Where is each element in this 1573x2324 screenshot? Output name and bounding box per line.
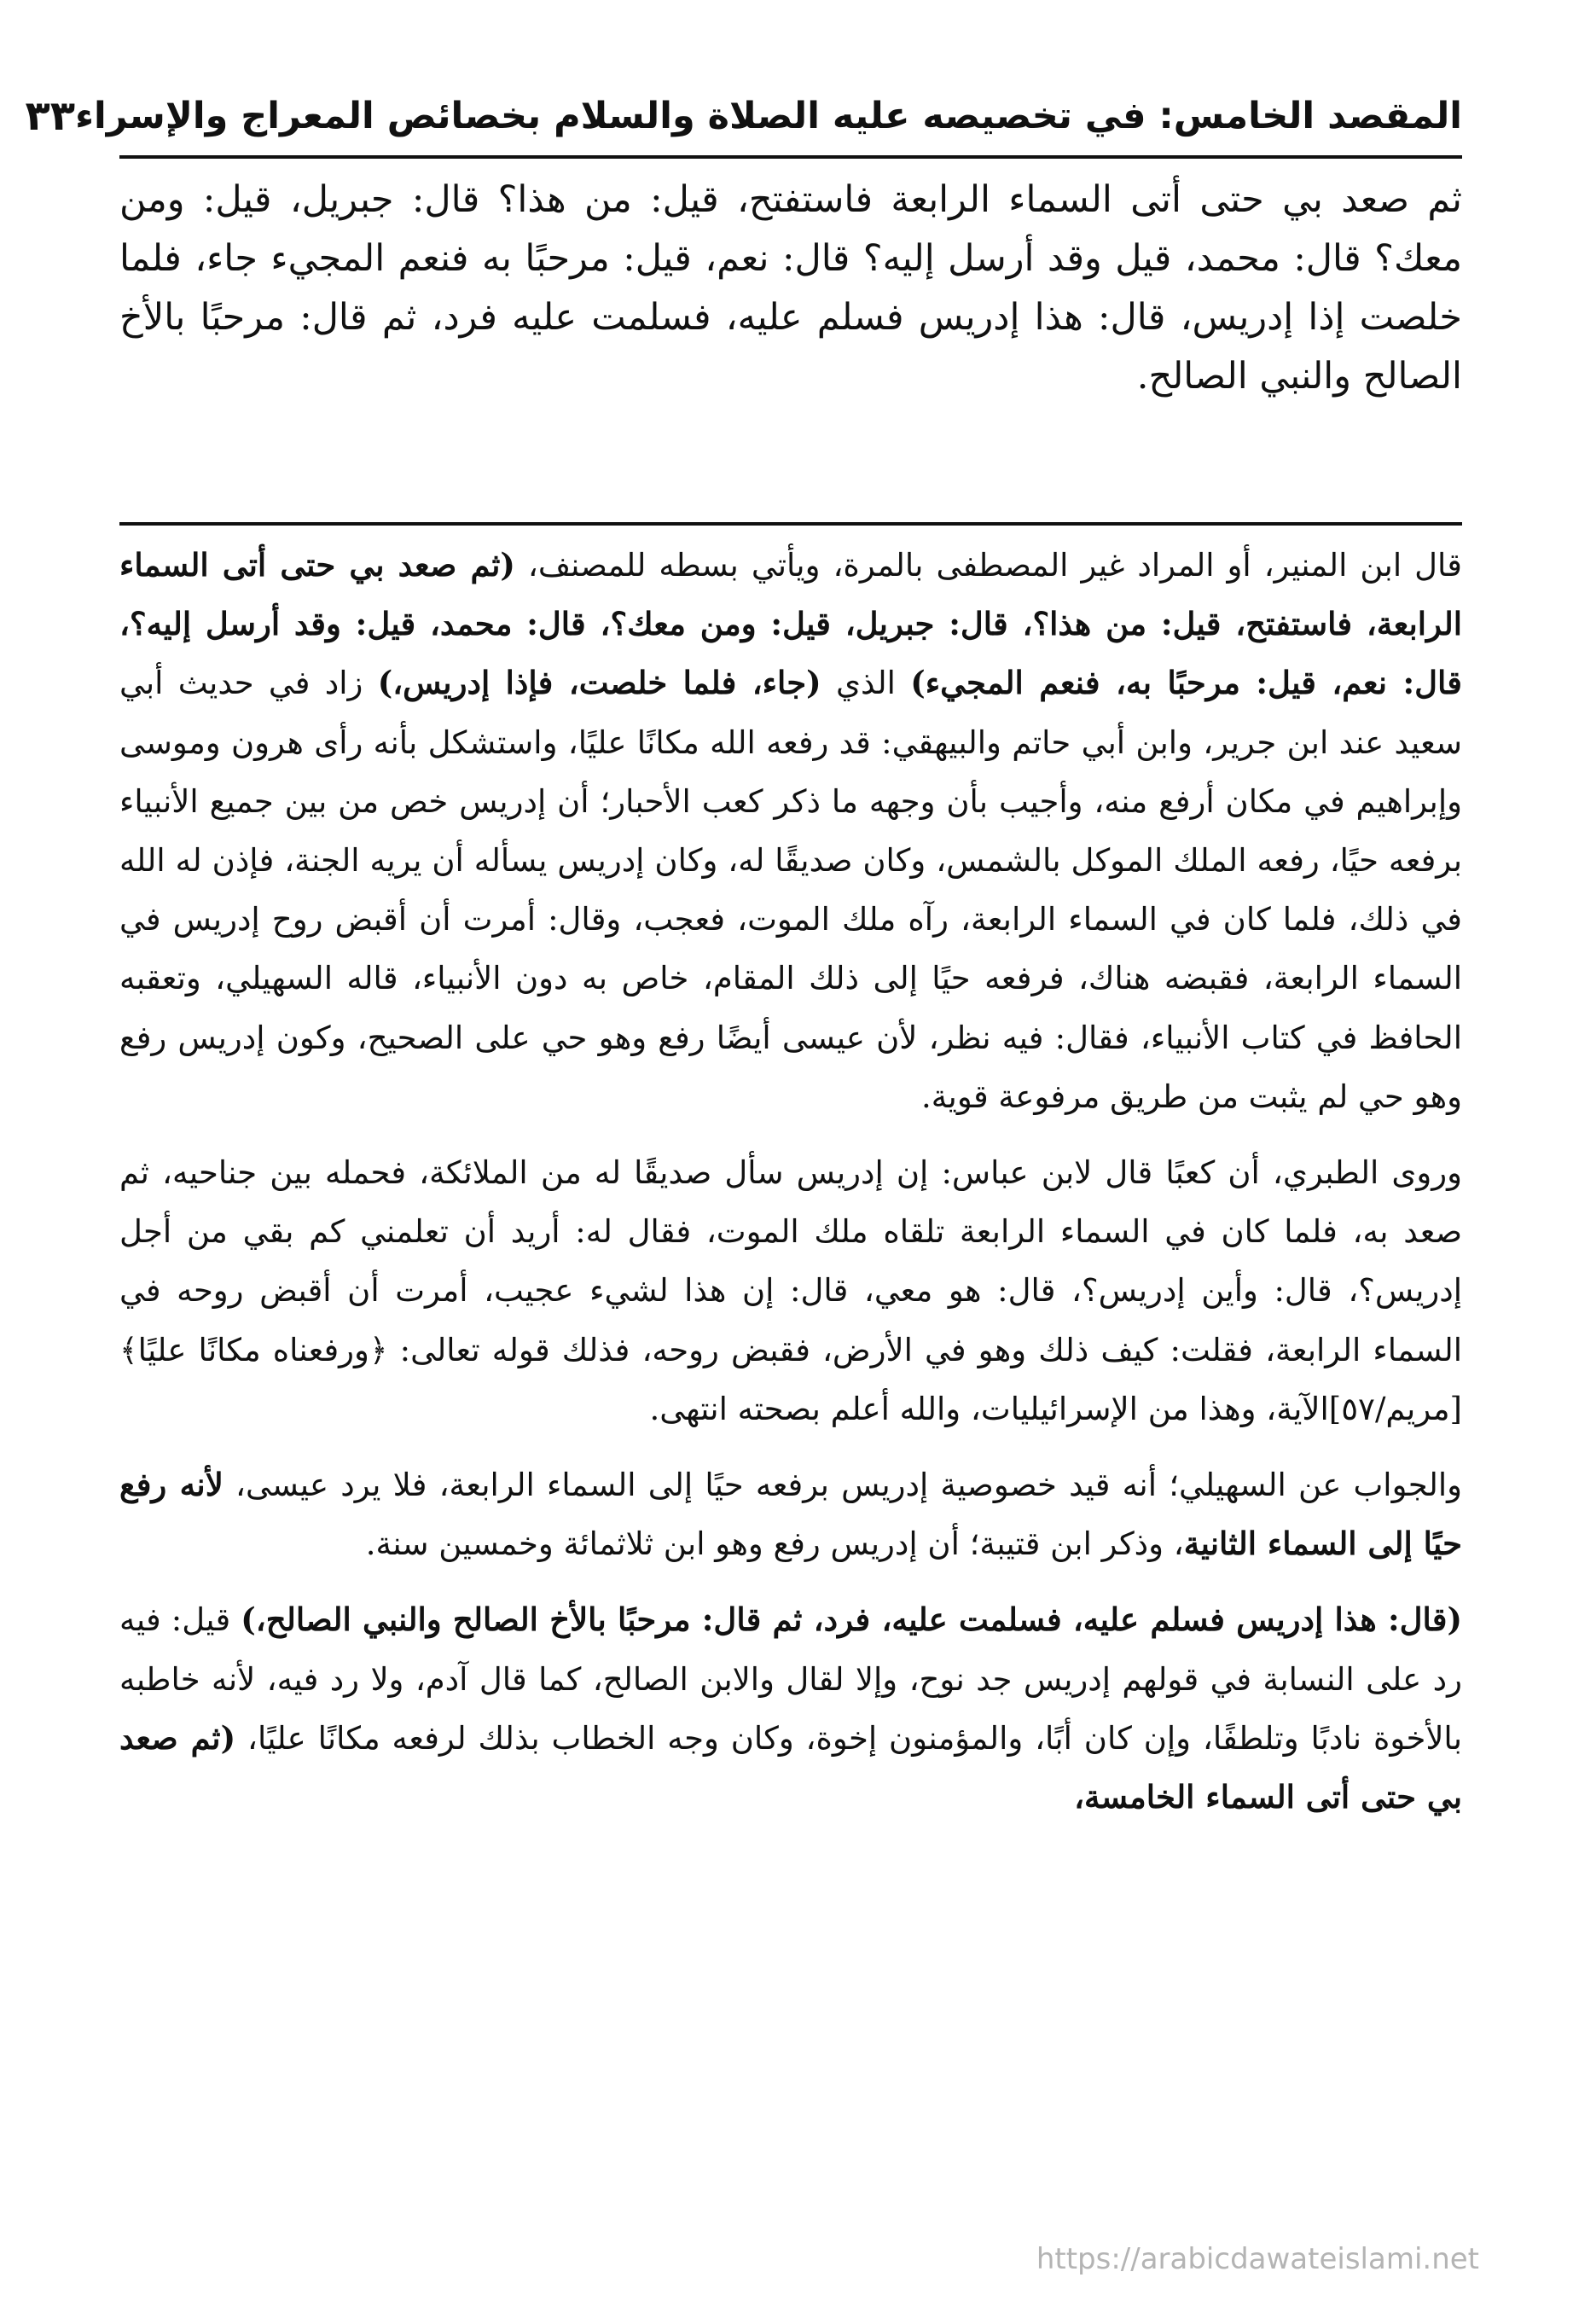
running-title: المقصد الخامس: في تخصيصه عليه الصلاة والسلام بخصائص المعراج والإسراء <box>75 95 1462 137</box>
emphasized-text: لأنه رفع حيًا إلى السماء الثانية <box>119 1466 1462 1563</box>
header-rule <box>119 155 1462 159</box>
quoted-matn: (ثم صعد بي حتى أتى السماء الرابعة، فاستفتح، قيل: من هذا؟، قال: جبريل، قيل: ومن معك؟، قال: محمد، قيل: وقد أرسل إليه؟، قال: نعم، قيل: مرحبًا به، فنعم المجيء) <box>119 546 1462 702</box>
commentary-paragraph-2: وروى الطبري، أن كعبًا قال لابن عباس: إن إدريس سأل صديقًا له من الملائكة، فحمله بين جناحيه، ثم صعد به، فلما كان في السماء الرابعة تلقاه ملك الموت، فقال له: أريد أن تعلمني كم بقي من أجل إدريس؟، قال: وأين إدريس؟، قال: هو معي، قال: إن هذا لشيء عجيب، أمرت أن أقبض روحه في السماء الرابعة، فقلت: كيف ذلك وهو في الأرض، فقبض روحه، فذلك قوله تعالى: ﴿ورفعناه مكانًا عليًا﴾ [مريم/٥٧]الآية، وهذا من الإسرائيليات، والله أعلم بصحته انتهى. <box>119 1154 1462 1427</box>
page-number: ٣٣ <box>25 92 76 140</box>
page-header <box>25 82 1462 150</box>
commentary-divider <box>119 522 1462 526</box>
commentary <box>119 536 1462 1844</box>
quoted-matn: (قال: هذا إدريس فسلم عليه، فسلمت عليه، فرد، ثم قال: مرحبًا بالأخ الصالح والنبي الصالح،) <box>241 1601 1462 1639</box>
watermark-url: https://arabicdawateislami.net <box>1036 2242 1479 2276</box>
commentary-paragraph-1: قال ابن المنير، أو المراد غير المصطفى بالمرة، ويأتي بسطه للمصنف، (ثم صعد بي حتى أتى السماء الرابعة، فاستفتح، قيل: من هذا؟، قال: جبريل، قيل: ومن معك؟، قال: محمد، قيل: وقد أرسل إليه؟، قال: نعم، قيل: مرحبًا به، فنعم المجيء) الذي (جاء، فلما خلصت، فإذا إدريس،) زاد في حديث أبي سعيد عند ابن جرير، وابن أبي حاتم والبيهقي: قد رفعه الله مكانًا عليًا، واستشكل بأنه رأى هرون وموسى وإبراهيم في مكان أرفع منه، وأجيب بأن وجهه ما ذكر كعب الأحبار؛ أن إدريس خص من بين جميع الأنبياء برفعه حيًا، رفعه الملك الموكل بالشمس، وكان صديقًا له، وكان إدريس يسأله أن يريه الجنة، فإذن له الله في ذلك، فلما كان في السماء الرابعة، رآه ملك الموت، فعجب، وقال: أمرت أن أقبض روح إدريس في السماء الرابعة، فقبضه هناك، فرفعه حيًا إلى ذلك المقام، خاص به دون الأنبياء، قاله السهيلي، وتعقبه الحافظ في كتاب الأنبياء، فقال: فيه نظر، لأن عيسى أيضًا رفع وهو حي على الصحيح، وكون إدريس رفع وهو حي لم يثبت من طريق مرفوعة قوية. <box>119 546 1462 1115</box>
hadith-paragraph: ثم صعد بي حتى أتى السماء الرابعة فاستفتح، قيل: من هذا؟ قال: جبريل، قيل: ومن معك؟ قال: محمد، قيل وقد أرسل إليه؟ قال: نعم، قيل: مرحبًا به فنعم المجيء جاء، فلما خلصت إذا إدريس، قال: هذا إدريس فسلم عليه، فسلمت عليه فرد، ثم قال: مرحبًا بالأخ الصالح والنبي الصالح. <box>119 178 1462 398</box>
commentary-paragraph-3: والجواب عن السهيلي؛ أنه قيد خصوصية إدريس برفعه حيًا إلى السماء الرابعة، فلا يرد عيسى، لأنه رفع حيًا إلى السماء الثانية، وذكر ابن قتيبة؛ أن إدريس رفع وهو ابن ثلاثمائة وخمسين سنة. <box>119 1466 1462 1563</box>
commentary-paragraph-4: (قال: هذا إدريس فسلم عليه، فسلمت عليه، فرد، ثم قال: مرحبًا بالأخ الصالح والنبي الصالح،) قيل: فيه رد على النسابة في قولهم إدريس جد نوح، وإلا لقال والابن الصالح، كما قال آدم، ولا رد فيه، لأنه خاطبه بالأخوة نادبًا وتلطفًا، وإن كان أبًا، والمؤمنون إخوة، وكان وجه الخطاب بذلك لرفعه مكانًا عليًا، (ثم صعد بي حتى أتى السماء الخامسة، <box>119 1601 1463 1816</box>
quoted-matn: (جاء، فلما خلصت، فإذا إدريس،) <box>377 664 821 702</box>
hadith-text <box>119 171 1462 406</box>
quoted-matn: (ثم صعد بي حتى أتى السماء الخامسة، <box>119 1718 1462 1816</box>
